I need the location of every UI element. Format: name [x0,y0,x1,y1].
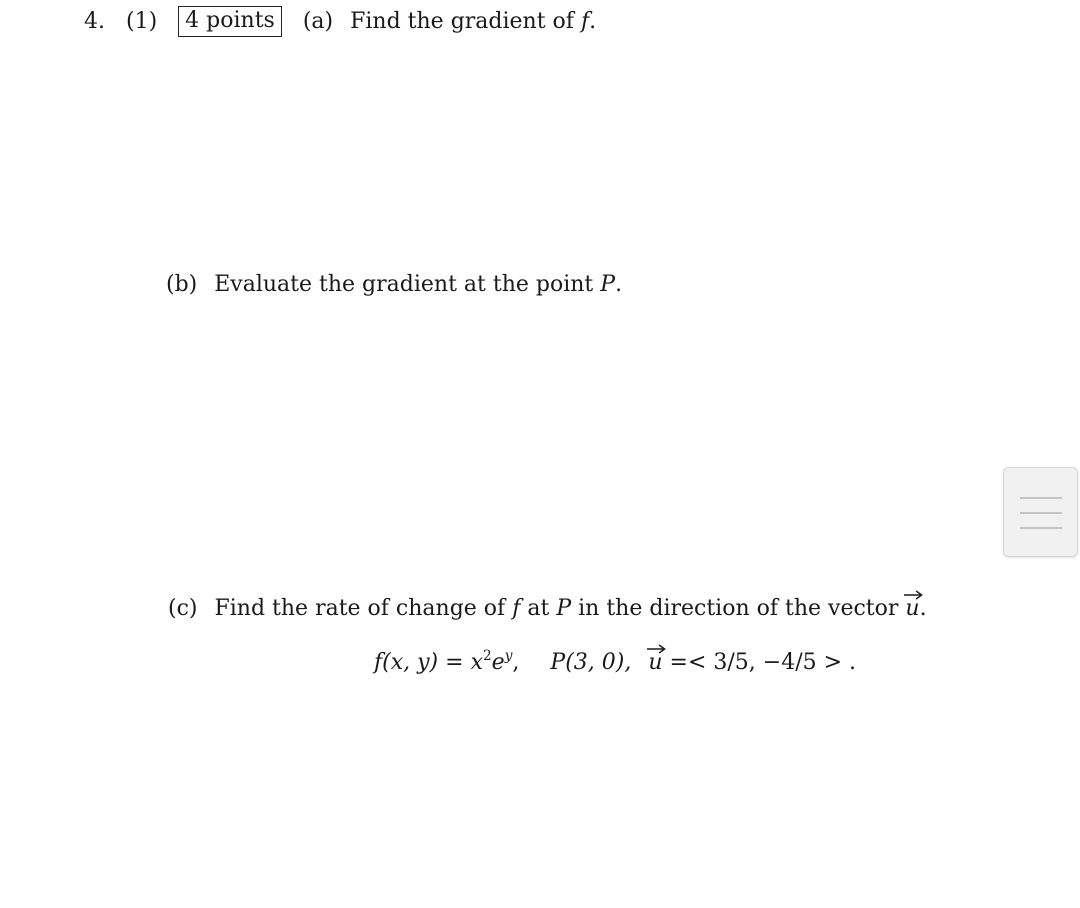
points-badge: 4 points [178,6,282,37]
vector-u-given: u [648,650,662,674]
part-a-variable: f [580,9,590,34]
part-c-label: (c) [168,596,198,621]
part-c-variable-f: f [512,596,521,621]
part-b-variable: P [600,272,616,297]
part-c-text-2: at [527,596,550,621]
vector-value: =< 3/5, −4/5 > . [669,650,857,675]
part-a-text: Find the gradient of [350,9,574,34]
part-number: (1) [126,9,158,34]
part-b-line [166,274,622,296]
given-formula [374,650,856,674]
equals-sign: = [445,650,464,675]
vector-arrow-icon [646,644,666,654]
part-b-label: (b) [166,272,198,297]
vector-arrow-icon [903,590,923,600]
formula-comma: , [512,650,520,675]
part-b-text: Evaluate the gradient at the point [214,272,594,297]
vector-u: u [905,596,919,620]
question-number: 4. [84,9,105,34]
part-c-text-1: Find the rate of change of [214,596,506,621]
part-b-period: . [615,272,623,297]
menu-button[interactable] [1003,467,1078,557]
part-c-period: . [919,596,927,621]
question-header-line [84,7,596,38]
function-lhs: f(x, y) [374,650,439,675]
part-a-label: (a) [302,9,334,34]
point-p: P(3, 0), [550,650,632,675]
part-c-line [168,596,927,620]
function-rhs: $x^2e^y$ [470,648,513,675]
part-c-variable-p: P [556,596,572,621]
part-a-period: . [589,9,597,34]
part-c-text-3: in the direction of the vector [578,596,899,621]
